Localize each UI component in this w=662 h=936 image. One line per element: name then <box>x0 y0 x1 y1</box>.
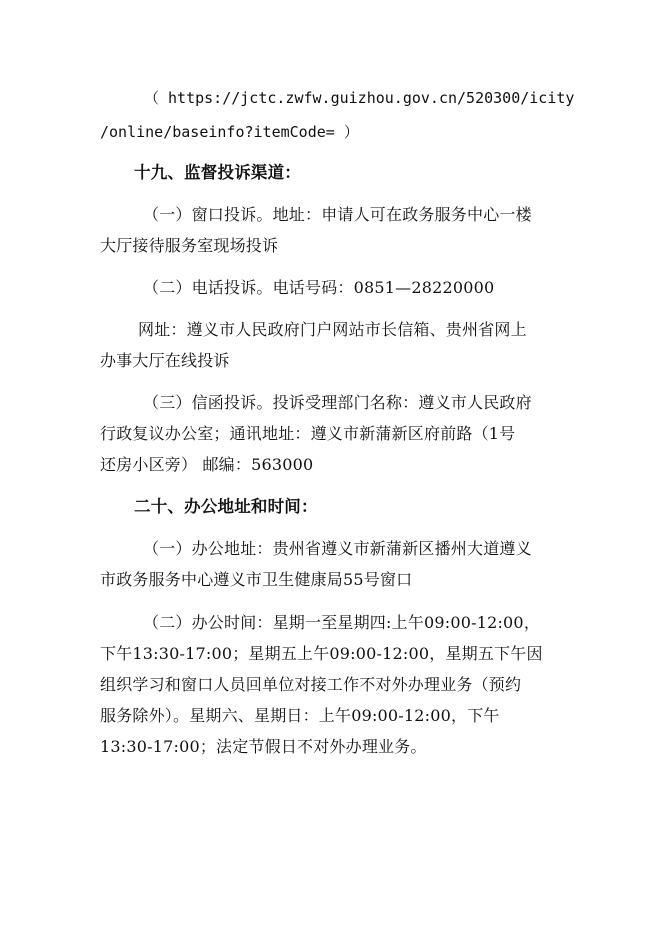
web-complaint-line-1: 网址：遵义市人民政府门户网站市长信箱、贵州省网上 <box>138 320 527 339</box>
office-address-line-2: 市政务服务中心遵义市卫生健康局55号窗口 <box>100 570 413 589</box>
phone-complaint: （二）电话投诉。电话号码：0851—28220000 <box>143 278 495 297</box>
office-hours-line-5: 13:30-17:00；法定节假日不对外办理业务。 <box>100 737 427 756</box>
office-hours-line-1: （二）办公时间：星期一至星期四:上午09:00-12:00， <box>143 613 541 632</box>
letter-complaint-line-2: 行政复议办公室；通讯地址：遵义市新蒲新区府前路（1号 <box>100 424 516 443</box>
office-address-line-1: （一）办公地址：贵州省遵义市新蒲新区播州大道遵义 <box>143 539 532 558</box>
office-hours-line-2: 下午13:30-17:00；星期五上午09:00-12:00，星期五下午因 <box>100 644 543 663</box>
window-complaint-line-2: 大厅接待服务室现场投诉 <box>100 236 279 255</box>
section-19-heading: 十九、监督投诉渠道： <box>134 163 301 182</box>
letter-complaint-line-3: 还房小区旁） 邮编：563000 <box>100 455 314 474</box>
office-hours-line-3: 组织学习和窗口人员回单位对接工作不对外办理业务（预约 <box>100 675 522 694</box>
url-line-1: （ https://jctc.zwfw.guizhou.gov.cn/520300/icity <box>144 89 575 107</box>
window-complaint-line-1: （一）窗口投诉。地址：申请人可在政务服务中心一楼 <box>143 205 532 224</box>
url-line-2: /online/baseinfo?itemCode= ） <box>100 123 359 141</box>
letter-complaint-line-1: （三）信函投诉。投诉受理部门名称：遵义市人民政府 <box>143 393 532 412</box>
section-20-heading: 二十、办公地址和时间： <box>134 497 318 516</box>
office-hours-line-4: 服务除外）。星期六、星期日：上午09:00-12:00，下午 <box>100 706 500 725</box>
web-complaint-line-2: 办事大厅在线投诉 <box>100 351 230 370</box>
